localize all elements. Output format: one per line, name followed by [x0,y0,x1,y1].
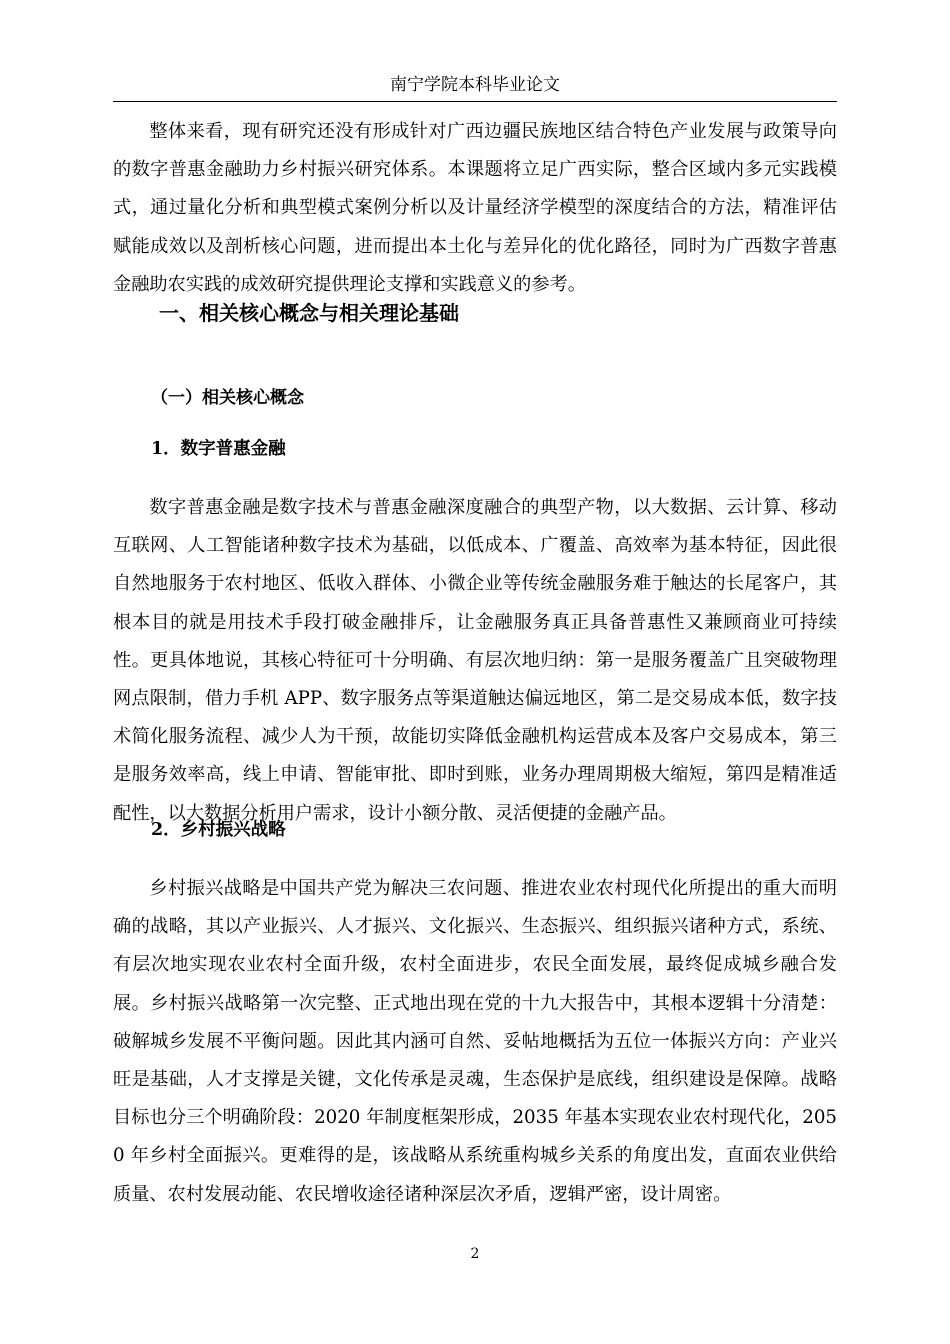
page-number: 2 [470,1246,480,1262]
item1-paragraph: 数字普惠金融是数字技术与普惠金融深度融合的典型产物，以大数据、云计算、移动互联网、人工智能诸种数字技术为基础，以低成本、广覆盖、高效率为基本特征，因此很自然地服务于农村地区、低收入群体、小微企业等传统金融服务难于触达的长尾客户，其根本目的就是用技术手段打破金融排斥，让金融服务真正具备普惠性又兼顾商业可持续性。更具体地说，其核心特征可十分明确、有层次地归纳：第一是服务覆盖广且突破物理网点限制，借力手机 APP、数字服务点等渠道触达偏远地区，第二是交易成本低，数字技术简化服务流程、减少人为干预，故能切实降低金融机构运营成本及客户交易成本，第三是服务效率高，线上申请、智能审批、即时到账，业务办理周期极大缩短，第四是精准适配性，以大数据分析用户需求，设计小额分散、灵活便捷的金融产品。 [113,497,837,824]
running-header: 南宁学院本科毕业论文 [390,75,560,95]
header-rule [113,101,837,102]
item1-heading: 1．数字普惠金融 [151,439,286,459]
item2-heading: 2．乡村振兴战略 [151,820,286,840]
subsection-heading: （一）相关核心概念 [151,388,304,408]
intro-paragraph: 整体来看，现有研究还没有形成针对广西边疆民族地区结合特色产业发展与政策导向的数字普惠金融助力乡村振兴研究体系。本课题将立足广西实际，整合区域内多元实践模式，通过量化分析和典型模式案例分析以及计量经济学模型的深度结合的方法，精准评估赋能成效以及剖析核心问题，进而提出本土化与差异化的优化路径，同时为广西数字普惠金融助农实践的成效研究提供理论支撑和实践意义的参考。 [113,121,837,295]
item2-paragraph: 乡村振兴战略是中国共产党为解决三农问题、推进农业农村现代化所提出的重大而明确的战略，其以产业振兴、人才振兴、文化振兴、生态振兴、组织振兴诸种方式，系统、有层次地实现农业农村全面升级，农村全面进步，农民全面发展，最终促成城乡融合发展。乡村振兴战略第一次完整、正式地出现在党的十九大报告中，其根本逻辑十分清楚：破解城乡发展不平衡问题。因此其内涵可自然、妥帖地概括为五位一体振兴方向：产业兴旺是基础，人才支撑是关键，文化传承是灵魂，生态保护是底线，组织建设是保障。战略目标也分三个明确阶段：2020 年制度框架形成，2035 年基本实现农业农村现代化，2050 年乡村全面振兴。更难得的是，该战略从系统重构城乡关系的角度出发，直面农业供给质量、农村发展动能、农民增收途径诸种深层次矛盾，逻辑严密，设计周密。 [113,878,837,1205]
section-heading: 一、相关核心概念与相关理论基础 [159,301,459,325]
